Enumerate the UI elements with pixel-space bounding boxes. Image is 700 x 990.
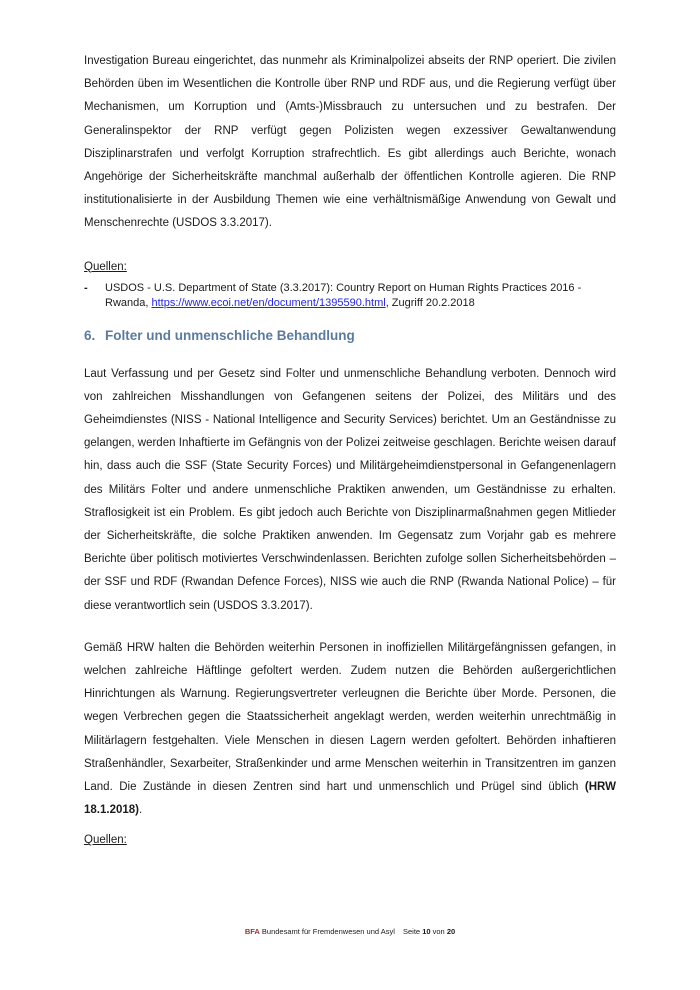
paragraph-hrw-period: . xyxy=(139,804,143,817)
paragraph-investigation-bureau: Investigation Bureau eingerichtet, das nunmehr als Kriminalpolizei abseits der RNP operiert. Die zivilen Behörden üben im Wesentlichen die Kontrolle über RNP und RDF aus, und die Regierung verfügt über Mechanismen, um Korruption und (Amts-)Missbrauch zu untersuchen und zu bestrafen. Der Generalinspektor der RNP verfügt gegen Polizisten wegen exzessiver Gewaltanwendung Disziplinarstrafen und verfolgt Korruption strafrechtlich. Es gibt allerdings auch Berichte, wonach Angehörige der Sicherheitskräfte manchmal außerhalb der öffentlichen Kontrolle agieren. Die RNP institutionalisierte in der Ausbildung Themen wie eine verhältnismäßige Anwendung von Gewalt und Menschenrechte (USDOS 3.3.2017). xyxy=(84,55,616,230)
ecoi-document-link[interactable]: https://www.ecoi.net/en/document/1395590.html xyxy=(151,297,386,310)
list-dash-marker: - xyxy=(84,281,88,294)
sources-heading-2: Quellen: xyxy=(84,834,127,847)
footer-page-total: 20 xyxy=(446,927,456,936)
source-list-item xyxy=(84,281,616,312)
source-text-before-link: USDOS - U.S. Department of State (3.3.2017): Country Report on Human Rights Practices 2016 - Rwanda, xyxy=(105,281,582,310)
footer-org-name: Bundesamt für Fremdenwesen und Asyl xyxy=(261,927,395,936)
section-number: 6. xyxy=(84,327,96,343)
footer-bfa-abbr: BFA xyxy=(244,927,260,936)
paragraph-hrw-text: Gemäß HRW halten die Behörden weiterhin Personen in inoffiziellen Militärgefängnissen gefangen, in welchen zahlreiche Häftlinge gefoltert werden. Zudem nutzen die Behörden außergerichtlichen Hinrichtungen als Warnung. Regierungsvertreter verleugnen die Berichte über Morde. Personen, die wegen Verbrechen gegen die Staatssicherheit angeklagt werden, werden weiterhin unrechtmäßig in Militärlagern festgehalten. Viele Menschen in diesen Lagern werden gefoltert. Behörden inhaftieren Straßenhändler, Sexarbeiter, Straßenkinder und arme Menschen weiterhin in Transitzentren im ganzen Land. Die Zustände in diesen Zentren sind hart und unmenschlich und Prügel sind üblich xyxy=(84,641,616,794)
section-6-heading xyxy=(84,326,616,346)
paragraph-folter: Laut Verfassung und per Gesetz sind Folter und unmenschliche Behandlung verboten. Dennoch wird von zahlreichen Misshandlungen von Gefangenen seitens der Polizei, des Militärs und des Geheimdienstes (NISS - National Intelligence and Security Services) berichtet. Um an Geständnisse zu gelangen, werden Inhaftierte im Gefängnis von der Polizei zeitweise geschlagen. Berichte weisen darauf hin, dass auch die SSF (State Security Forces) und Militärgeheimdienstpersonal in Gefangenenlagern des Militärs Folter und andere unmenschliche Praktiken anwenden, um Geständnisse zu erhalten. Straflosigkeit ist ein Problem. Es gibt jedoch auch Berichte von Disziplinarmaßnahmen gegen Mitlieder der Sicherheitskräfte, die solche Praktiken anwenden. Im Gegensatz zum Vorjahr gab es mehrere Berichte über politisch motiviertes Verschwindenlassen. Berichten zufolge sollen Sicherheitsbehörden – der SSF und RDF (Rwandan Defence Forces), NISS wie auch die RNP (Rwanda National Police) – für diese verantwortlich sein (USDOS 3.3.2017). xyxy=(84,367,616,612)
page-footer xyxy=(0,927,700,937)
paragraph-hrw xyxy=(84,637,616,823)
sources-heading-1: Quellen: xyxy=(84,260,127,273)
footer-of-word: von xyxy=(432,927,445,936)
footer-page-current: 10 xyxy=(422,927,431,936)
document-content xyxy=(84,0,616,848)
source-citation xyxy=(105,281,616,312)
footer-page-word: Seite xyxy=(403,927,421,936)
hrw-citation: (HRW 18.1.2018) xyxy=(84,781,616,817)
section-title: Folter und unmenschliche Behandlung xyxy=(105,327,355,343)
source-text-after-link: , Zugriff 20.2.2018 xyxy=(385,297,475,310)
